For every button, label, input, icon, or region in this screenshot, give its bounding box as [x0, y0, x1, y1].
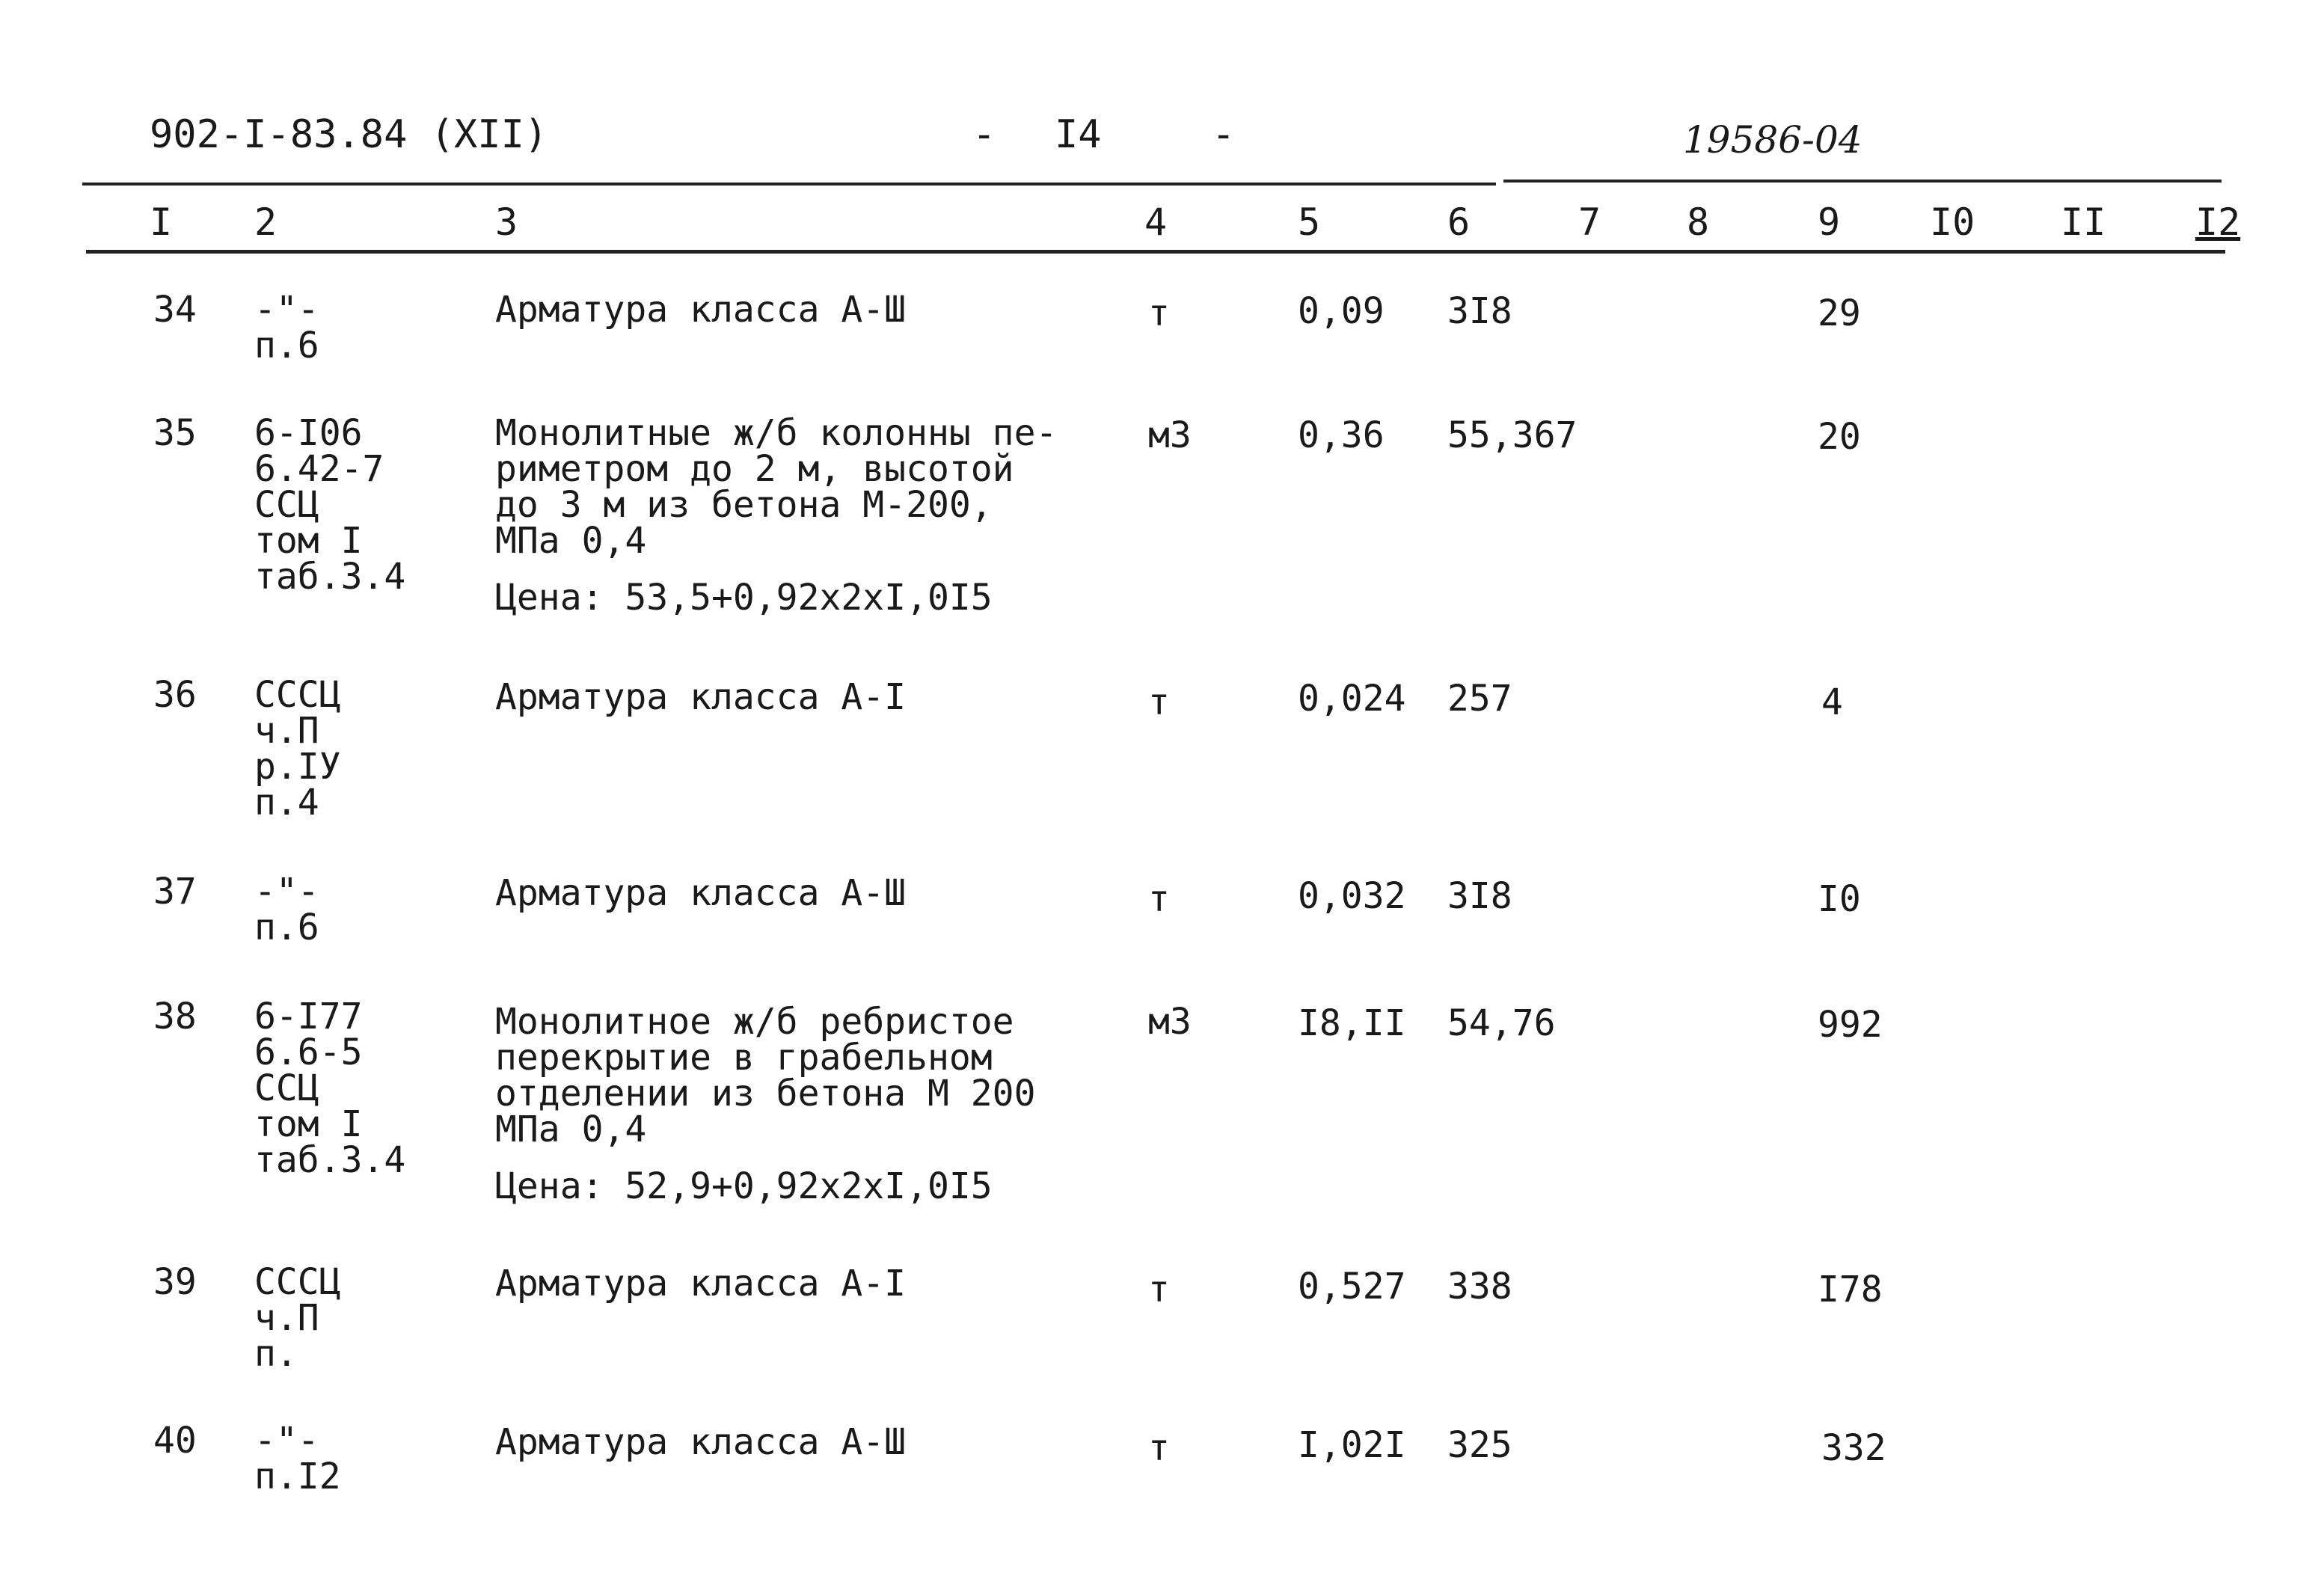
- column-header: 7: [1578, 200, 1601, 244]
- norm-reference-line: -"-: [254, 1420, 319, 1462]
- unit: т: [1148, 1427, 1170, 1469]
- work-description: [495, 872, 907, 914]
- unit: м3: [1148, 414, 1192, 456]
- norm-reference-line: ССЦ: [254, 1067, 319, 1109]
- work-description-line: отделении из бетона М 200: [495, 1073, 1036, 1115]
- unit-cost: 55,367: [1447, 414, 1578, 456]
- work-description: [495, 1421, 907, 1463]
- unit-cost: 54,76: [1447, 1002, 1556, 1044]
- norm-reference-line: СССЦ: [254, 1261, 341, 1303]
- norm-reference: [254, 1261, 341, 1375]
- quantity: I8,II: [1298, 1002, 1406, 1044]
- archive-number: 19586-04: [1683, 118, 1862, 162]
- norm-reference-line: том I: [254, 1103, 363, 1145]
- norm-reference-line: ч.П: [254, 710, 319, 752]
- total-cost: I0: [1818, 878, 1861, 920]
- norm-reference-line: п.I2: [254, 1456, 341, 1497]
- page-dash-left: -: [972, 112, 996, 157]
- unit: т: [1148, 878, 1170, 920]
- work-description-line: МПа 0,4: [495, 1109, 647, 1150]
- unit-cost: 325: [1447, 1424, 1512, 1466]
- work-description-line: МПа 0,4: [495, 520, 647, 562]
- work-description-line: риметром до 2 м, высотой: [495, 448, 1014, 490]
- header-rule-top-right: [1503, 180, 2222, 183]
- work-description-line: Арматура класса А-I: [495, 1263, 907, 1304]
- total-cost: 20: [1818, 416, 1861, 458]
- norm-reference-line: 6.6-5: [254, 1031, 363, 1073]
- unit-cost: 3I8: [1447, 290, 1512, 332]
- work-description: [495, 289, 907, 331]
- column-header: 3: [495, 200, 518, 244]
- work-description: [495, 1001, 1036, 1207]
- work-description-line: Монолитные ж/б колонны пе-: [495, 412, 1058, 454]
- work-description-line: Арматура класса А-Ш: [495, 872, 907, 914]
- norm-reference-line: р.IУ: [254, 746, 341, 788]
- price-formula: Цена: 53,5+0,92х2хI,0I5: [495, 577, 993, 619]
- row-number: 36: [153, 674, 197, 716]
- work-description: [495, 1263, 907, 1304]
- document-code: 902-I-83.84 (XII): [150, 112, 548, 157]
- norm-reference-line: п.6: [254, 325, 319, 367]
- row-number: 39: [153, 1261, 197, 1303]
- norm-reference-line: п.6: [254, 907, 319, 948]
- work-description-line: Арматура класса А-Ш: [495, 289, 907, 331]
- column-header: 4: [1144, 200, 1168, 244]
- norm-reference: [254, 1420, 341, 1497]
- page-dash-right: -: [1212, 112, 1236, 157]
- column-header: 6: [1447, 200, 1471, 244]
- norm-reference: [254, 996, 406, 1181]
- column-header: 9: [1818, 200, 1841, 244]
- row-number: 34: [153, 289, 197, 331]
- quantity: 0,36: [1298, 414, 1385, 456]
- header-rule-bottom: [86, 250, 2225, 254]
- norm-reference-line: ч.П: [254, 1297, 319, 1339]
- norm-reference-line: том I: [254, 520, 363, 562]
- unit: т: [1148, 1269, 1170, 1310]
- column-header: I2: [2195, 200, 2241, 244]
- norm-reference: [254, 871, 319, 948]
- norm-reference-line: ССЦ: [254, 484, 319, 526]
- quantity: 0,024: [1298, 678, 1406, 720]
- norm-reference-line: п.4: [254, 782, 319, 824]
- price-formula: Цена: 52,9+0,92х2хI,0I5: [495, 1165, 993, 1207]
- column-header: 5: [1298, 200, 1321, 244]
- norm-reference: [254, 674, 341, 824]
- total-cost: 992: [1818, 1004, 1883, 1046]
- work-description-line: перекрытие в грабельном: [495, 1037, 993, 1079]
- column-header: II: [2061, 200, 2106, 244]
- column-header: 2: [254, 200, 278, 244]
- total-cost: 332: [1821, 1427, 1886, 1469]
- quantity: 0,09: [1298, 290, 1385, 332]
- column-header: I: [150, 200, 173, 244]
- header-rule-top-left: [82, 183, 1496, 186]
- norm-reference-line: 6-I77: [254, 996, 363, 1037]
- norm-reference-line: 6.42-7: [254, 448, 384, 490]
- unit: т: [1148, 292, 1170, 334]
- row-number: 37: [153, 871, 197, 913]
- column-header: I0: [1930, 200, 1975, 244]
- quantity: 0,527: [1298, 1266, 1406, 1307]
- work-description: [495, 676, 907, 718]
- quantity: 0,032: [1298, 875, 1406, 917]
- norm-reference-line: таб.3.4: [254, 556, 406, 598]
- row-number: 38: [153, 996, 197, 1037]
- total-cost: 4: [1821, 681, 1843, 723]
- page-number: I4: [1055, 112, 1102, 157]
- total-cost: 29: [1818, 292, 1861, 334]
- column-header: 8: [1687, 200, 1710, 244]
- norm-reference: [254, 289, 319, 367]
- work-description-line: Монолитное ж/б ребристое: [495, 1001, 1014, 1043]
- row-number: 35: [153, 412, 197, 454]
- unit: т: [1148, 681, 1170, 723]
- norm-reference-line: п.: [254, 1333, 298, 1375]
- norm-reference-line: -"-: [254, 871, 319, 913]
- norm-reference-line: 6-I06: [254, 412, 363, 454]
- unit-cost: 3I8: [1447, 875, 1512, 917]
- row-number: 40: [153, 1420, 197, 1462]
- norm-reference: [254, 412, 406, 598]
- norm-reference-line: таб.3.4: [254, 1139, 406, 1181]
- unit: м3: [1148, 1001, 1192, 1043]
- quantity: I,02I: [1298, 1424, 1406, 1466]
- work-description-line: Арматура класса А-Ш: [495, 1421, 907, 1463]
- norm-reference-line: -"-: [254, 289, 319, 331]
- work-description-line: Арматура класса А-I: [495, 676, 907, 718]
- total-cost: I78: [1818, 1269, 1883, 1310]
- unit-cost: 257: [1447, 678, 1512, 720]
- unit-cost: 338: [1447, 1266, 1512, 1307]
- work-description-line: до 3 м из бетона М-200,: [495, 484, 993, 526]
- norm-reference-line: СССЦ: [254, 674, 341, 716]
- work-description: [495, 412, 1058, 619]
